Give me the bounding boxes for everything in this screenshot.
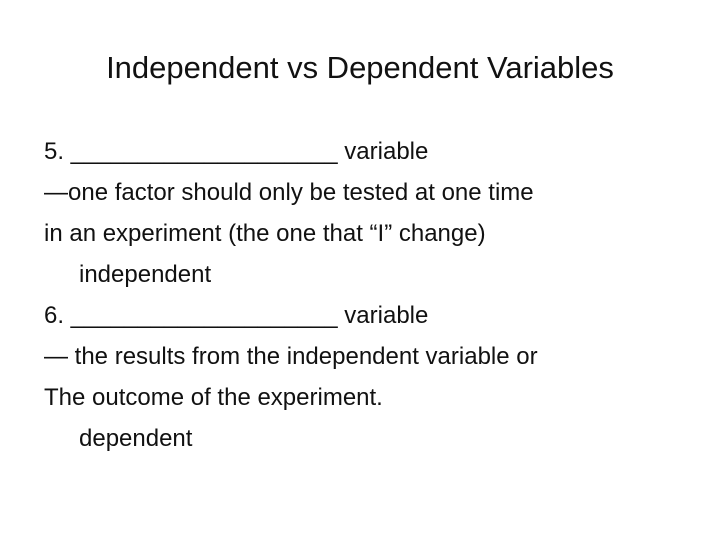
question-6-line: 6. ____________________ variable [44, 302, 429, 329]
question-6-definition-line-1: — the results from the independent variable or [44, 343, 538, 370]
question-5-definition-line-1: —one factor should only be tested at one time [44, 179, 534, 206]
question-6-definition-line-2: The outcome of the experiment. [44, 384, 383, 411]
question-5-line: 5. ____________________ variable [44, 138, 429, 165]
slide-title: Independent vs Dependent Variables [106, 50, 614, 85]
question-5-definition-line-2: in an experiment (the one that “I” change) [44, 220, 486, 247]
question-5-answer: independent [79, 261, 212, 288]
slide-body [44, 131, 684, 459]
question-6-answer: dependent [79, 425, 193, 452]
